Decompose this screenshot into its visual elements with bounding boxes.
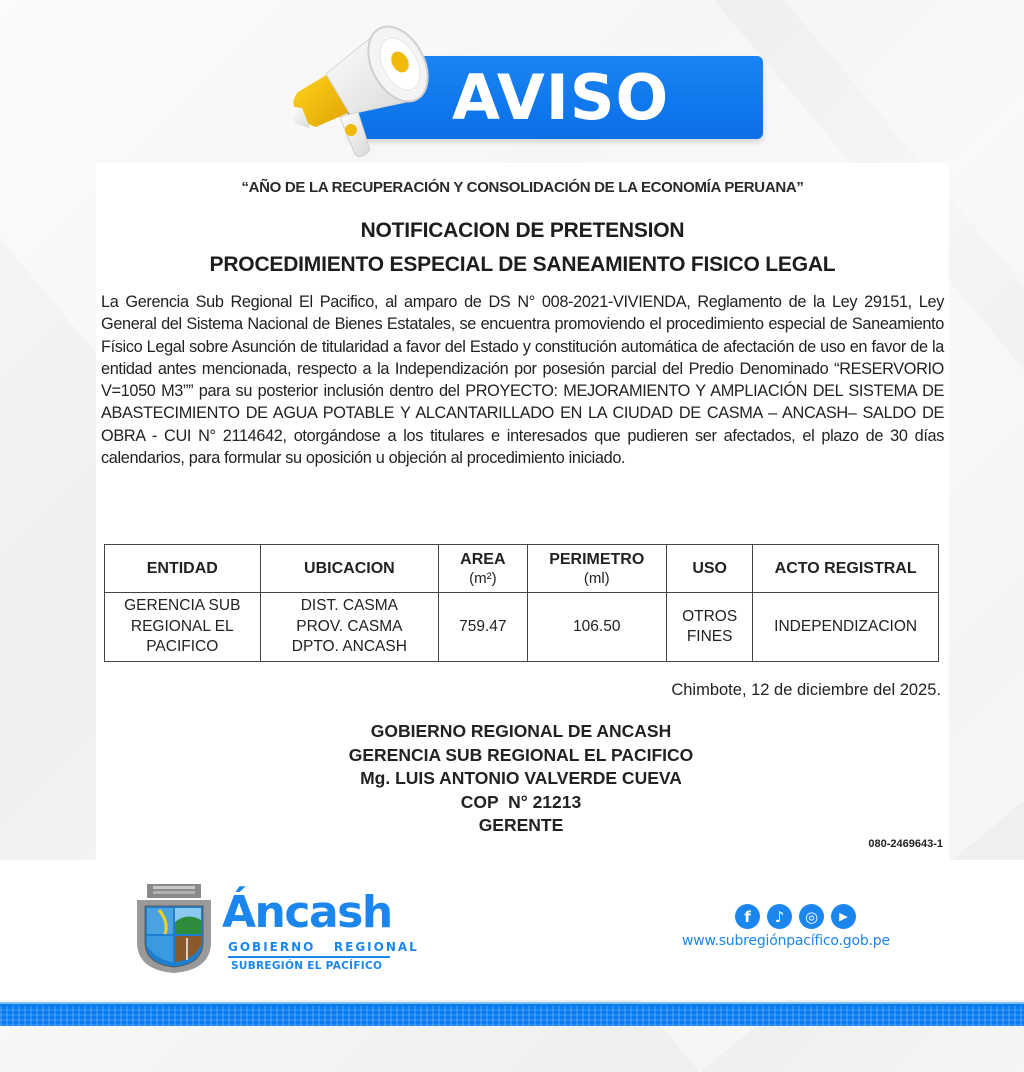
brand-name: Áncash xyxy=(222,887,392,938)
reference-code: 080-2469643-1 xyxy=(868,838,943,850)
notice-body: La Gerencia Sub Regional El Pacifico, al amparo de DS N° 008-2021-VIVIENDA, Reglamento de la Ley 29151, Ley General del Sistema Nacional de Bienes Estatales, se encuentra promoviendo el procedimiento especial de Saneamiento Físico Legal sobre Asunción de titularidad a favor del Estado y constitución automática de afectación de uso en favor de la entidad antes mencionada, respecto a la Independización por posesión parcial del Predio Denominado “RESERVORIO V=1050 M3”” para su posterior inclusión dentro del PROYECTO: MEJORAMIENTO Y AMPLIACIÓN DEL SISTEMA DE ABASTECIMIENTO DE AGUA POTABLE Y ALCANTARILLADO EN LA CIUDAD DE CASMA – ANCASH– SALDO DE OBRA - CUI N° 2114642, otorgándose a los titulares e interesados que pudieren ser afectados, el plazo de 30 días calendarios, para formular su oposición u objeción al procedimiento iniciado. xyxy=(101,293,944,468)
cell-acto-registral: INDEPENDIZACION xyxy=(753,593,939,662)
document-subtitle: PROCEDIMIENTO ESPECIAL DE SANEAMIENTO FISICO LEGAL xyxy=(209,253,836,276)
column-header-entidad: ENTIDAD xyxy=(105,545,261,593)
document-title: NOTIFICACION DE PRETENSION xyxy=(360,219,685,242)
cell-uso: OTROS FINES xyxy=(667,593,753,662)
table-header-row xyxy=(105,545,939,593)
column-header-uso: USO xyxy=(667,545,753,593)
notice-document xyxy=(96,163,949,860)
signature-line: GERENTE xyxy=(478,815,564,835)
column-header-area: AREA (m²) xyxy=(439,545,527,593)
column-header-perimetro: PERIMETRO (ml) xyxy=(527,545,667,593)
brand-subregion: SUBREGIÓN EL PACÍFICO xyxy=(231,960,383,972)
signature-block xyxy=(266,720,776,838)
property-table xyxy=(104,544,939,662)
decorative-band xyxy=(0,1002,1024,1026)
tiktok-icon[interactable]: ♪ xyxy=(767,904,792,929)
megaphone-icon xyxy=(288,12,438,162)
facebook-icon[interactable]: f xyxy=(735,904,760,929)
table-row xyxy=(105,593,939,662)
cell-entidad: GERENCIA SUB REGIONAL EL PACIFICO xyxy=(105,593,261,662)
coat-of-arms-icon xyxy=(135,882,213,974)
cell-perimetro: 106.50 xyxy=(527,593,667,662)
brand-tagline: GOBIERNO REGIONAL xyxy=(228,940,419,954)
instagram-icon[interactable]: ◎ xyxy=(799,904,824,929)
column-header-acto-registral: ACTO REGISTRAL xyxy=(753,545,939,593)
date-place: Chimbote, 12 de diciembre del 2025. xyxy=(671,681,941,699)
signature-line: GERENCIA SUB REGIONAL EL PACIFICO xyxy=(348,744,694,765)
signature-line: Mg. LUIS ANTONIO VALVERDE CUEVA xyxy=(360,768,682,788)
banner-title: AVISO xyxy=(452,61,670,134)
brand-divider xyxy=(228,956,390,958)
year-motto: “AÑO DE LA RECUPERACIÓN Y CONSOLIDACIÓN DE LA ECONOMÍA PERUANA” xyxy=(241,179,804,196)
website-link[interactable]: www.subregiónpacífico.gob.pe xyxy=(682,933,890,949)
signature-line: GOBIERNO REGIONAL DE ANCASH xyxy=(370,721,672,741)
youtube-icon[interactable]: ▶ xyxy=(831,904,856,929)
cell-ubicacion: DIST. CASMA PROV. CASMA DPTO. ANCASH xyxy=(260,593,439,662)
social-links xyxy=(735,904,856,929)
signature-line: COP N° 21213 xyxy=(460,791,582,812)
cell-area: 759.47 xyxy=(439,593,527,662)
column-header-ubicacion: UBICACION xyxy=(260,545,439,593)
band-pattern xyxy=(0,1006,1024,1026)
